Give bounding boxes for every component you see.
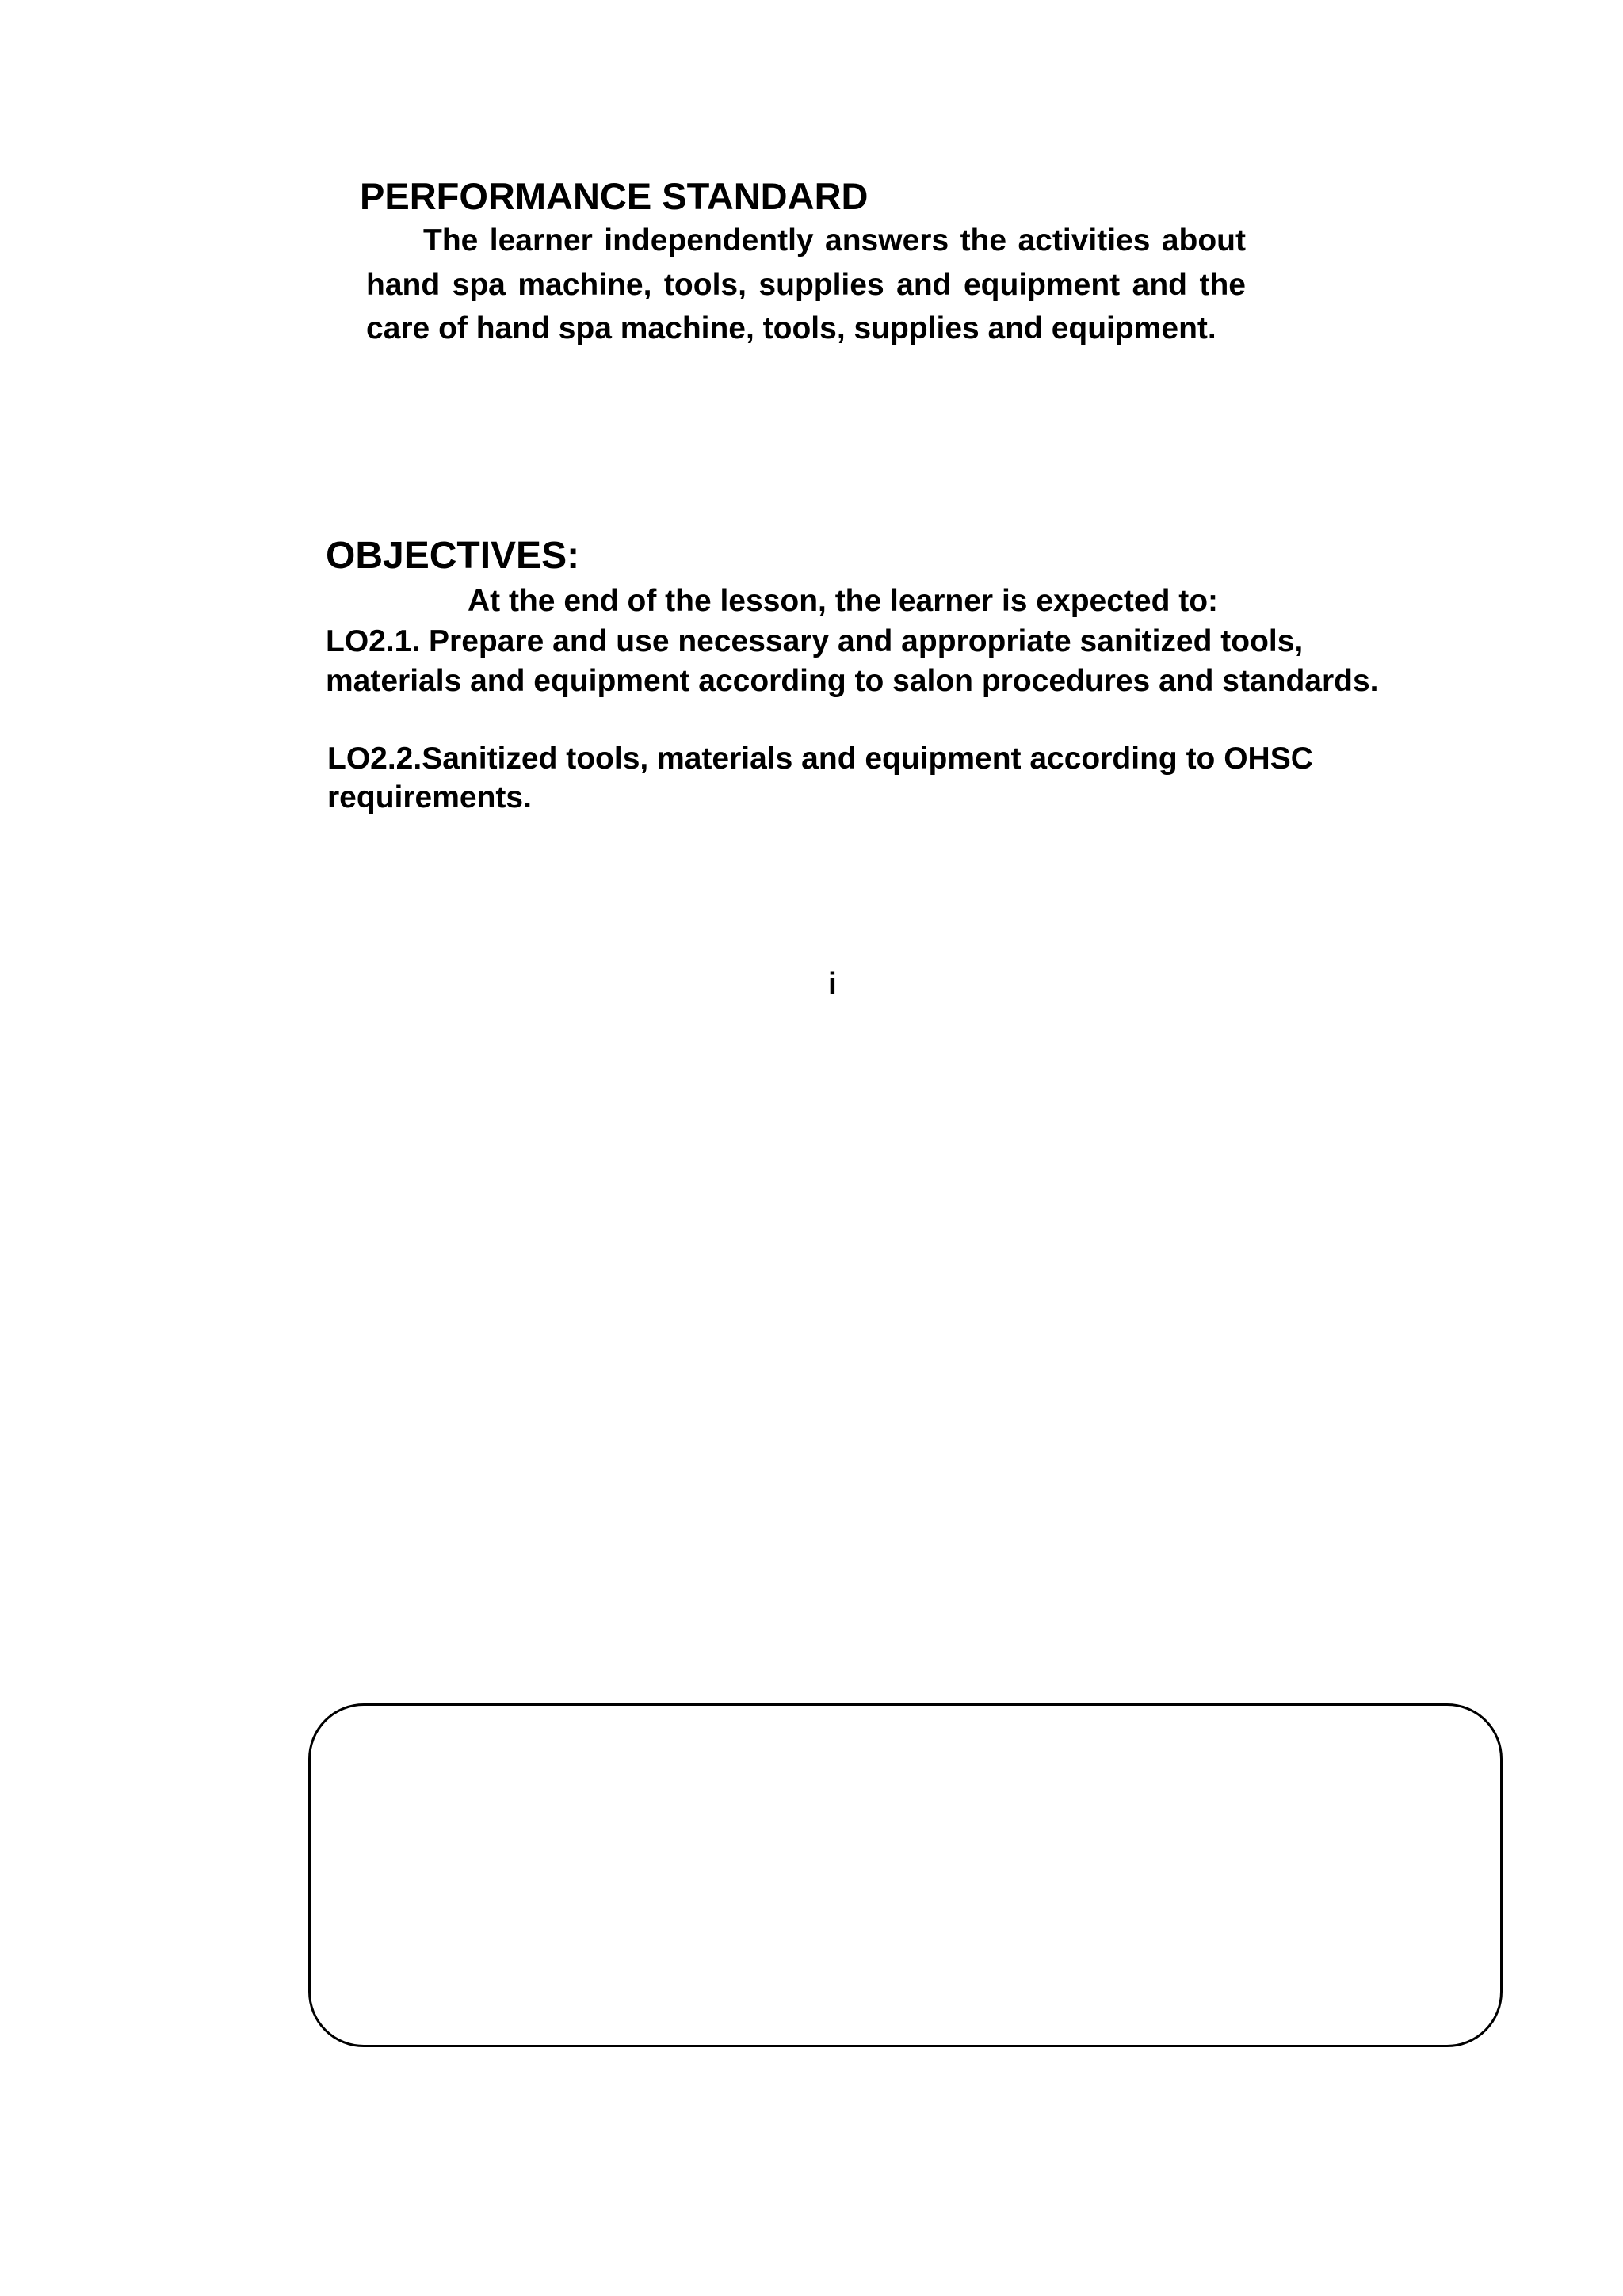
learning-objective-lo2-1-line2: materials and equipment according to salon procedures and standards. xyxy=(326,664,1379,698)
learning-objective-lo2-2-line1: LO2.2.Sanitized tools, materials and equipment according to OHSC xyxy=(327,742,1313,776)
learning-objective-lo2-2-line2: requirements. xyxy=(327,780,532,814)
learning-objective-lo2-2 xyxy=(327,739,1313,817)
page-number: i xyxy=(828,967,837,1001)
performance-standard-heading: PERFORMANCE STANDARD xyxy=(360,175,869,217)
learning-objective-lo2-1-line1: LO2.1. Prepare and use necessary and appropriate sanitized tools, xyxy=(326,624,1304,658)
objectives-intro: At the end of the lesson, the learner is expected to: xyxy=(468,584,1219,618)
performance-standard-body: The learner independently answers the activities about hand spa machine, tools, supplies and equipment and the care of hand spa machine, tools, supplies and equipment. xyxy=(366,223,1246,345)
learning-objective-lo2-1 xyxy=(326,622,1378,701)
empty-rounded-box xyxy=(308,1703,1503,2047)
objectives-heading: OBJECTIVES: xyxy=(326,535,580,577)
